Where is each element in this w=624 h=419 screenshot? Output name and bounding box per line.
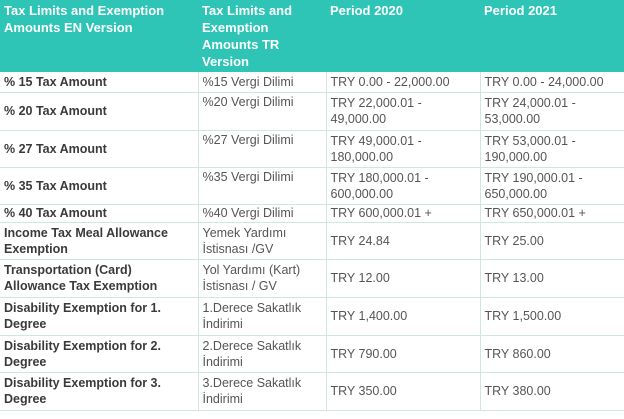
header-tr-version: Tax Limits and Exemption Amounts TR Version [202, 3, 293, 69]
header-period-2020: Period 2020 [330, 3, 403, 18]
cell-en: Disability Exemption for 2. Degree [0, 335, 198, 372]
cell-en: Income Tax Meal Allowance Exemption [0, 222, 198, 259]
cell-2021: TRY 650,000.01 + [480, 204, 624, 222]
table-row [0, 167, 624, 204]
header-period-2021: Period 2021 [484, 3, 557, 18]
cell-en: % 15 Tax Amount [0, 72, 198, 92]
cell-2020: TRY 49,000.01 - 180,000.00 [326, 130, 480, 167]
cell-tr: Yol Yardımı (Kart) İstisnası / GV [198, 259, 326, 297]
cell-tr: %40 Vergi Dilimi [198, 204, 326, 222]
cell-tr: %20 Vergi Dilimi [198, 92, 326, 130]
table-row [0, 372, 624, 410]
cell-tr: %35 Vergi Dilimi [198, 167, 326, 204]
cell-tr: 2.Derece Sakatlık İndirimi [198, 335, 326, 372]
cell-tr: %15 Vergi Dilimi [198, 72, 326, 92]
table-row [0, 335, 624, 372]
cell-2020: TRY 22,000.01 - 49,000.00 [326, 92, 480, 130]
cell-2020: TRY 790.00 [326, 335, 480, 372]
cell-2021: TRY 1,500.00 [480, 297, 624, 335]
cell-tr: Yemek Yardımı İstisnası /GV [198, 222, 326, 259]
cell-2021: TRY 13.00 [480, 259, 624, 297]
cell-tr: 1.Derece Sakatlık İndirimi [198, 297, 326, 335]
header-row [0, 0, 624, 72]
cell-2021: TRY 53,000.01 - 190,000.00 [480, 130, 624, 167]
cell-2020: TRY 350.00 [326, 372, 480, 410]
cell-2021: TRY 190,000.01 - 650,000.00 [480, 167, 624, 204]
cell-en: % 20 Tax Amount [0, 92, 198, 130]
table-row [0, 72, 624, 92]
cell-2020: TRY 600,000.01 + [326, 204, 480, 222]
table-row [0, 130, 624, 167]
cell-en: % 40 Tax Amount [0, 204, 198, 222]
cell-2021: TRY 24,000.01 - 53,000.00 [480, 92, 624, 130]
cell-2021: TRY 0.00 - 24,000.00 [480, 72, 624, 92]
table-row [0, 297, 624, 335]
cell-en: Disability Exemption for 3. Degree [0, 372, 198, 410]
header-en-version: Tax Limits and Exemption Amounts EN Version [4, 3, 165, 35]
cell-2021: TRY 380.00 [480, 372, 624, 410]
cell-2020: TRY 180,000.01 - 600,000.00 [326, 167, 480, 204]
cell-2020: TRY 12.00 [326, 259, 480, 297]
cell-tr: 3.Derece Sakatlık İndirimi [198, 372, 326, 410]
table-row [0, 92, 624, 130]
cell-en: % 27 Tax Amount [0, 130, 198, 167]
cell-en: Transportation (Card) Allowance Tax Exemption [0, 259, 198, 297]
table-row [0, 204, 624, 222]
table-row [0, 222, 624, 259]
cell-en: Disability Exemption for 1. Degree [0, 297, 198, 335]
cell-2021: TRY 860.00 [480, 335, 624, 372]
table-row [0, 259, 624, 297]
cell-2020: TRY 0.00 - 22,000.00 [326, 72, 480, 92]
cell-en: % 35 Tax Amount [0, 167, 198, 204]
cell-2020: TRY 24.84 [326, 222, 480, 259]
cell-2020: TRY 1,400.00 [326, 297, 480, 335]
cell-tr: %27 Vergi Dilimi [198, 130, 326, 167]
cell-2021: TRY 25.00 [480, 222, 624, 259]
